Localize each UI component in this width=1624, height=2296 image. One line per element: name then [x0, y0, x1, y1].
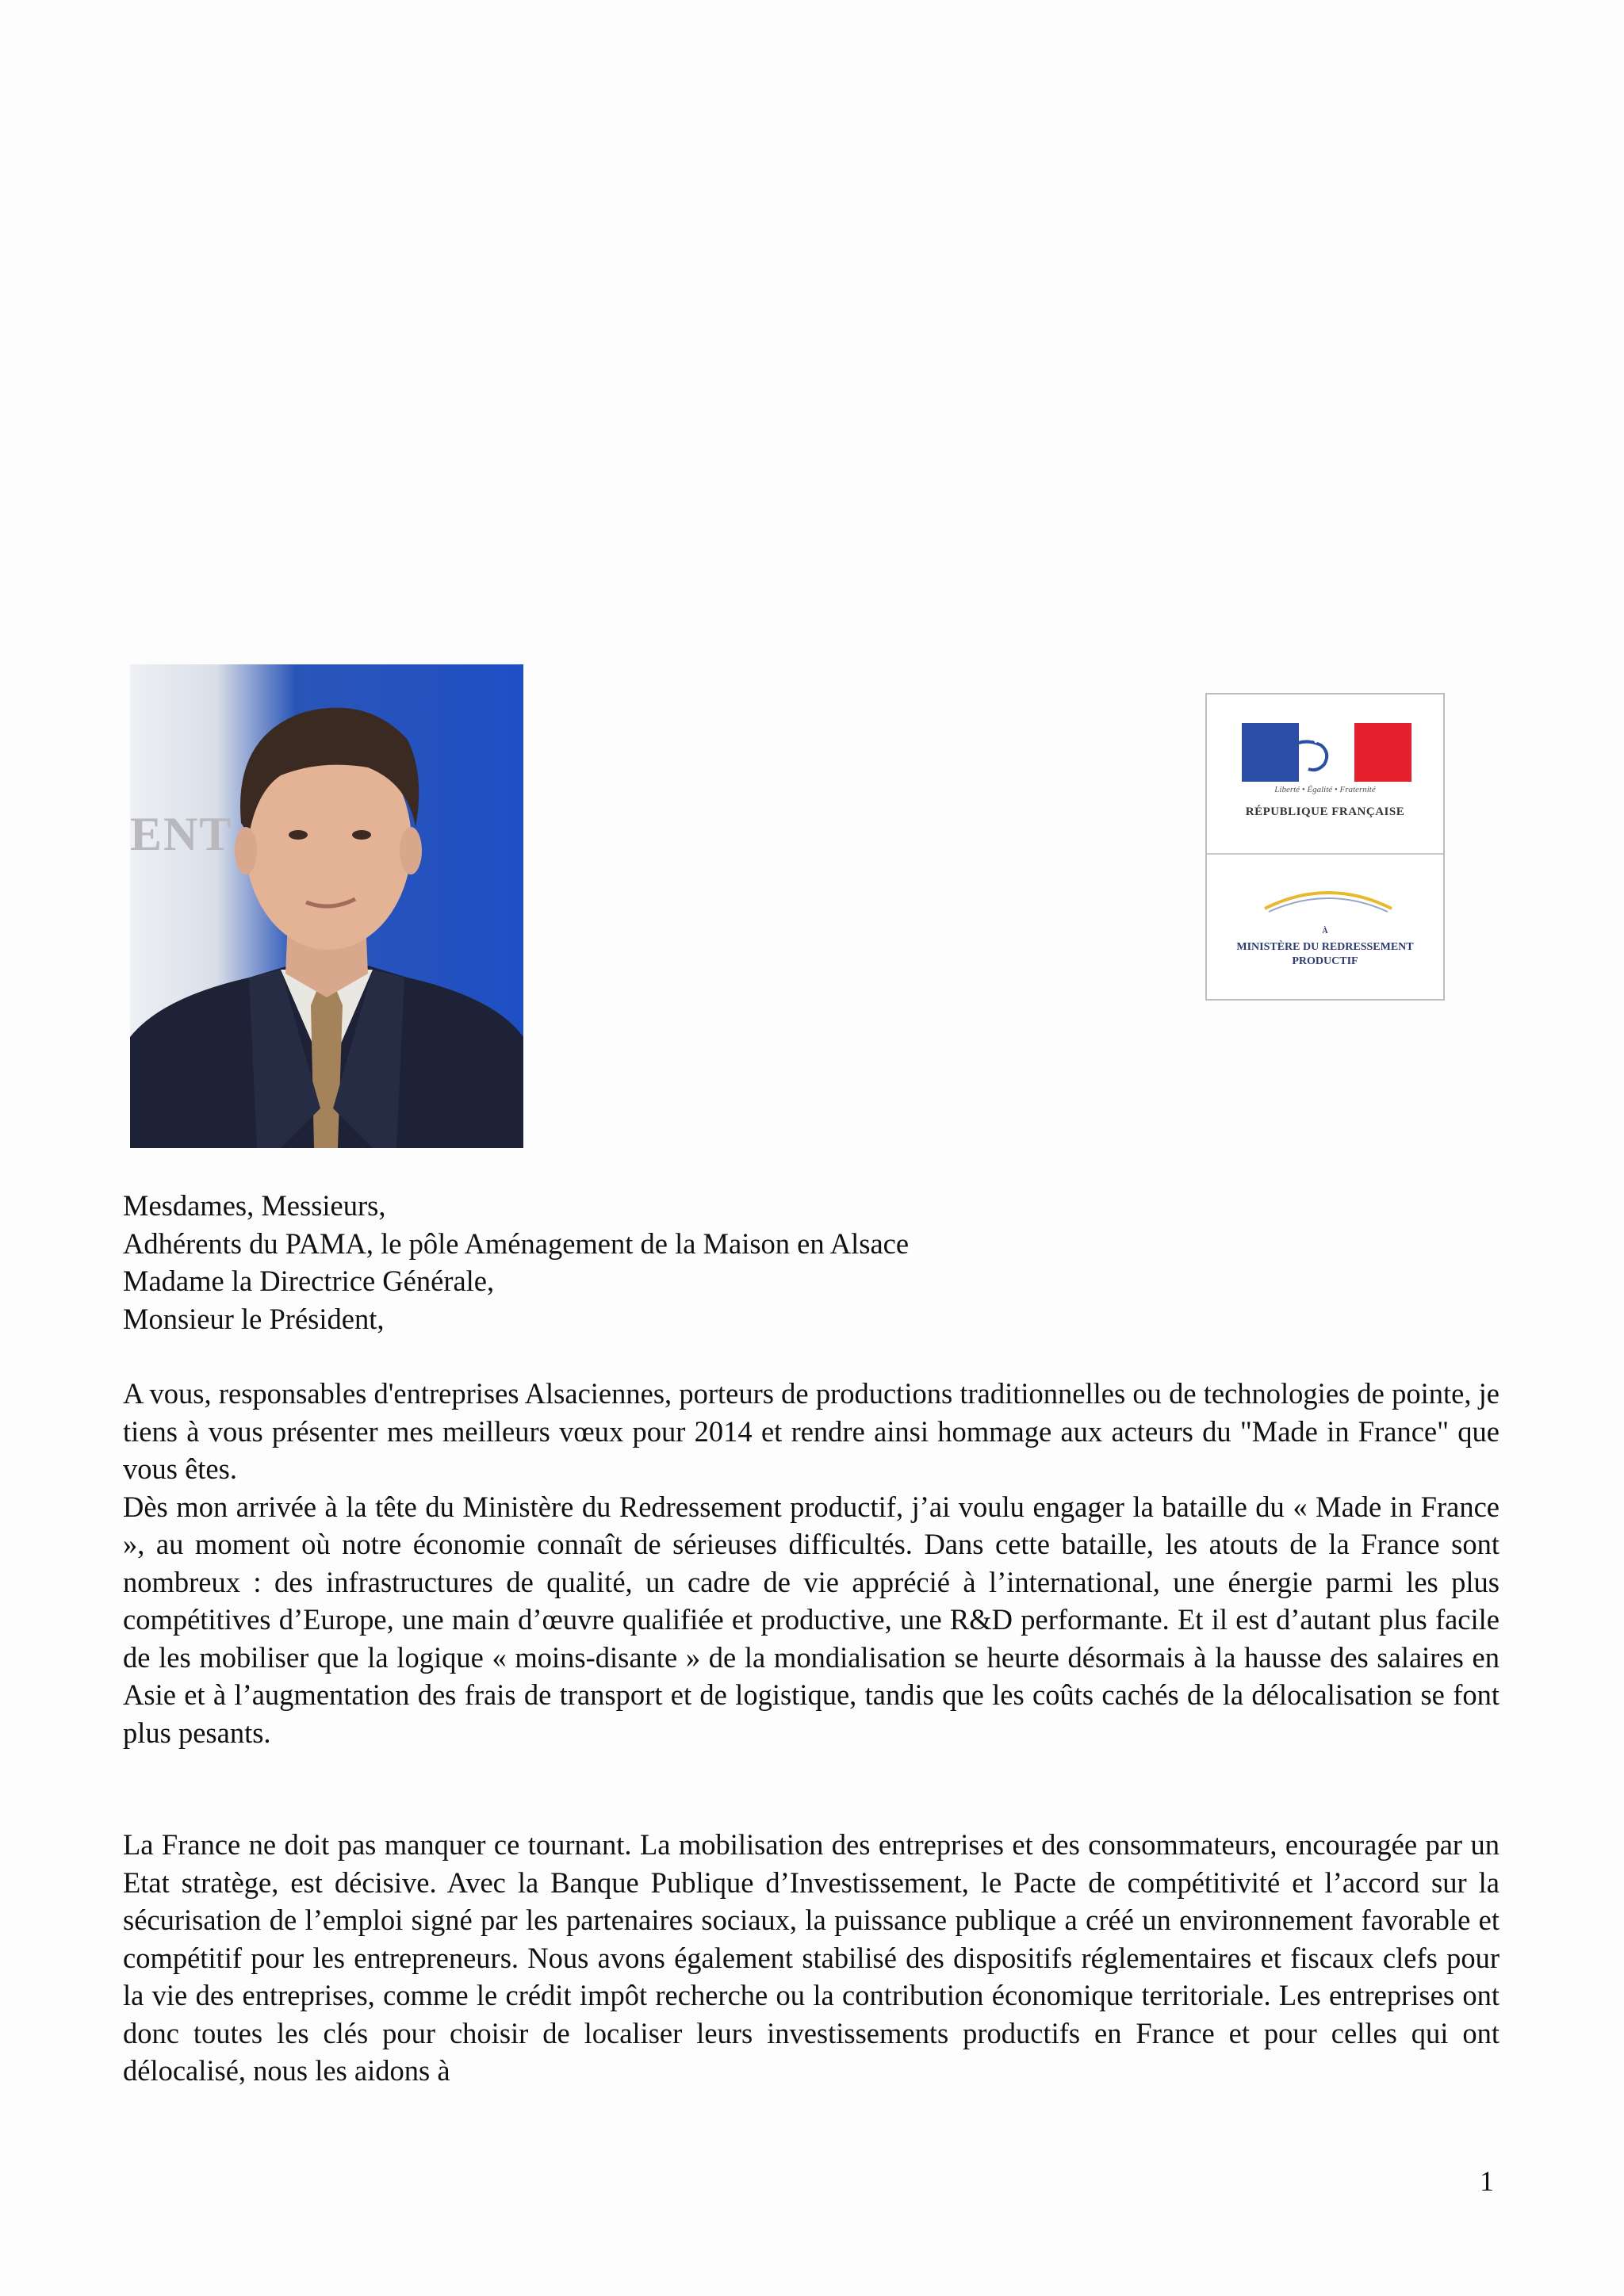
republic-block — [1207, 695, 1443, 855]
portrait-photo — [130, 664, 523, 1148]
ministry-logo — [1205, 693, 1445, 1001]
ministry-arc-icon — [1261, 885, 1396, 916]
ministry-prefix: À — [1322, 927, 1328, 936]
republic-name: RÉPUBLIQUE FRANÇAISE — [1245, 806, 1405, 818]
republic-motto: Liberté • Égalité • Fraternité — [1274, 785, 1376, 794]
marianne-flag-icon — [1242, 723, 1411, 782]
page-number: 1 — [1480, 2165, 1494, 2197]
salutation-block — [123, 1187, 1500, 1337]
paragraph-1 — [123, 1375, 1500, 1751]
paragraph-2 — [123, 1826, 1500, 2090]
paragraph-2-text: La France ne doit pas manquer ce tournant. La mobilisation des entreprises et des consommateurs, encouragée par un Etat stratège, est décisive. Avec la Banque Publique d’Investissement, le Pacte de compétitivité et l’accord sur la sécurisation de l’emploi signé par les partenaires sociaux, la puissance publique a créé un environnement favorable et compétitif pour les entrepreneurs. Nous avons également stabilisé des dispositifs réglementaires et fiscaux clefs pour la vie des entreprises, comme le crédit impôt recherche ou la contribution économique territoriale. Les entreprises ont donc toutes les clés pour choisir de localiser leurs investissements productifs en France et pour celles qui ont délocalisé, nous les aidons à — [123, 1828, 1500, 2087]
salutation-line: Madame la Directrice Générale, — [123, 1265, 495, 1297]
paragraph-1-part-1: A vous, responsables d'entreprises Alsaciennes, porteurs de productions traditionnelles ou de technologies de pointe, je tiens à vous présenter mes meilleurs vœux pour 2014 et rendre ainsi hommage aux acteurs du "Made in France" que vous êtes. — [123, 1377, 1500, 1485]
salutation-line: Adhérents du PAMA, le pôle Aménagement de la Maison en Alsace — [123, 1226, 910, 1260]
paragraph-1-part-2: Dès mon arrivée à la tête du Ministère du Redressement productif, j’ai voulu engager la bataille du « Made in France », au moment où notre économie connaît de sérieuses difficultés. Dans cette bataille, les atouts de la France sont nombreux : des infrastructures de qualité, un cadre de vie apprécié à l’international, une énergie parmi les plus compétitives d’Europe, une main d’œuvre qualifiée et productive, une R&D performante. Et il est d’autant plus facile de les mobiliser que la logique « moins-disante » de la mondialisation se heurte désormais à la hausse des salaires en Asie et à l’augmentation des frais de transport et de logistique, tandis que les coûts cachés de la délocalisation se font plus pesants. — [123, 1490, 1500, 1749]
ministry-name: MINISTÈRE DU REDRESSEMENT PRODUCTIF — [1236, 941, 1414, 967]
ministry-name-block — [1207, 924, 1443, 969]
portrait-illustration — [130, 664, 523, 1148]
photo-background-text: ENT — [130, 808, 233, 860]
salutation-line: Mesdames, Messieurs, — [123, 1189, 386, 1222]
salutation-line: Monsieur le Président, — [123, 1302, 385, 1335]
